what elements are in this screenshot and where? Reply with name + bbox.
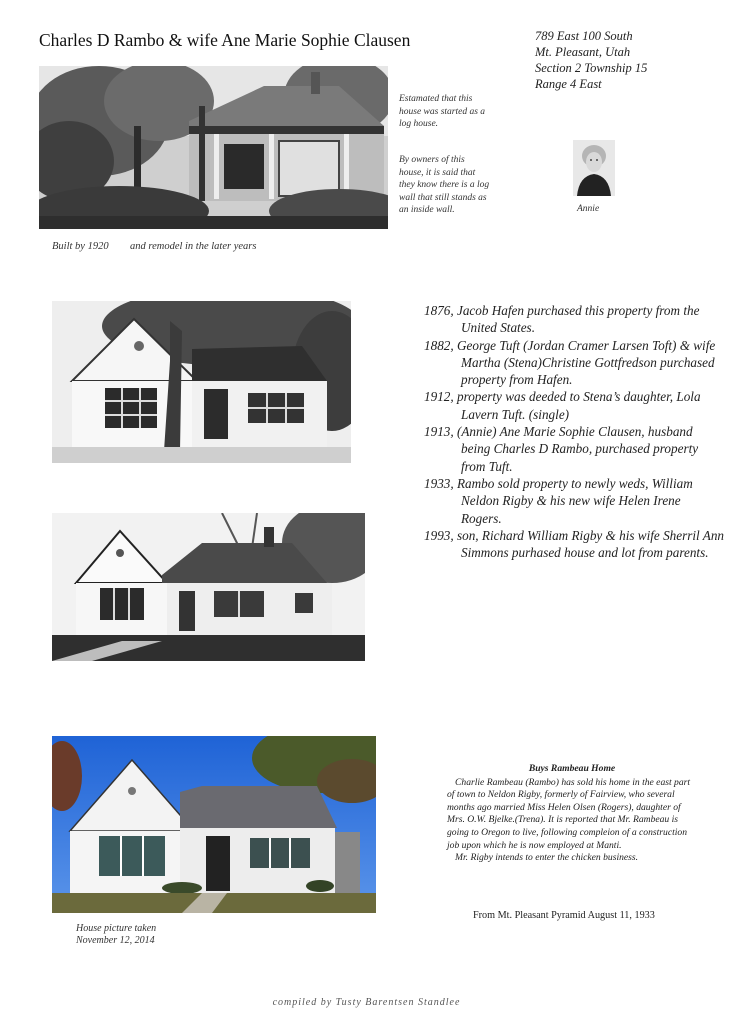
old-house-photo bbox=[39, 66, 388, 229]
address-line: Mt. Pleasant, Utah bbox=[535, 45, 631, 59]
cottage-photo-1 bbox=[52, 301, 351, 463]
history-entry: 1882, George Tuft (Jordan Cramer Larsen Toft) & wife Martha (Stena)Christine Gottfredson purchased property from Hafen. bbox=[424, 337, 716, 388]
built-year-caption: Built by 1920 bbox=[52, 241, 109, 252]
annie-portrait bbox=[573, 140, 615, 196]
caption-line: November 12, 2014 bbox=[76, 935, 155, 946]
article-source: From Mt. Pleasant Pyramid August 11, 1933 bbox=[473, 910, 655, 921]
house-2014-photo bbox=[52, 736, 376, 913]
address-line: 789 East 100 South bbox=[535, 29, 633, 43]
log-wall-note: By owners of this house, it is said that they know there is a log wall that still stands as an inside wall. bbox=[399, 155, 490, 215]
article-paragraph: Mr. Rigby intends to enter the chicken business. bbox=[455, 852, 639, 864]
property-address bbox=[535, 28, 647, 92]
page-title: Charles D Rambo & wife Ane Marie Sophie Clausen bbox=[39, 30, 411, 50]
address-line: Section 2 Township 15 bbox=[535, 61, 648, 75]
photo-date-caption bbox=[76, 923, 156, 947]
article-paragraph: Charlie Rambeau (Rambo) has sold his home in the east part of town to Neldon Rigby, formerly of Fairview, who several months ago married Miss Helen Olsen (Rogers), daughter of Mrs. O.W. Bjelke.(Trena). It is reported that Mr. Rambeau is going to Oregon to live, following compleion of a construction job upon which he is now employed at Manti. bbox=[447, 776, 691, 851]
history-entry: 1993, son, Richard William Rigby & his wife Sherril Ann Simmons purhased house and lot from parents. bbox=[424, 527, 725, 561]
log-house-note: Estamated that this house was started as a log house. bbox=[399, 94, 486, 129]
portrait-caption: Annie bbox=[577, 204, 600, 214]
caption-line: House picture taken bbox=[76, 923, 157, 934]
remodel-caption: and remodel in the later years bbox=[130, 241, 257, 252]
newspaper-article bbox=[447, 763, 697, 865]
compiled-by-credit: compiled by Tusty Barentsen Standlee bbox=[272, 997, 461, 1008]
address-line: Range 4 East bbox=[535, 77, 602, 91]
history-entry: 1876, Jacob Hafen purchased this property from the United States. bbox=[424, 303, 700, 336]
article-headline: Buys Rambeau Home bbox=[528, 763, 616, 774]
history-entry: 1912, property was deeded to Stena’s daughter, Lola Lavern Tuft. (single) bbox=[424, 389, 701, 422]
history-entry: 1933, Rambo sold property to newly weds, William Neldon Rigby & his new wife Helen Irene Rogers. bbox=[424, 475, 693, 526]
cottage-photo-2 bbox=[52, 513, 365, 661]
property-history bbox=[424, 302, 724, 561]
history-entry: 1913, (Annie) Ane Marie Sophie Clausen, husband being Charles D Rambo, purchased property from Tuft. bbox=[424, 424, 699, 474]
